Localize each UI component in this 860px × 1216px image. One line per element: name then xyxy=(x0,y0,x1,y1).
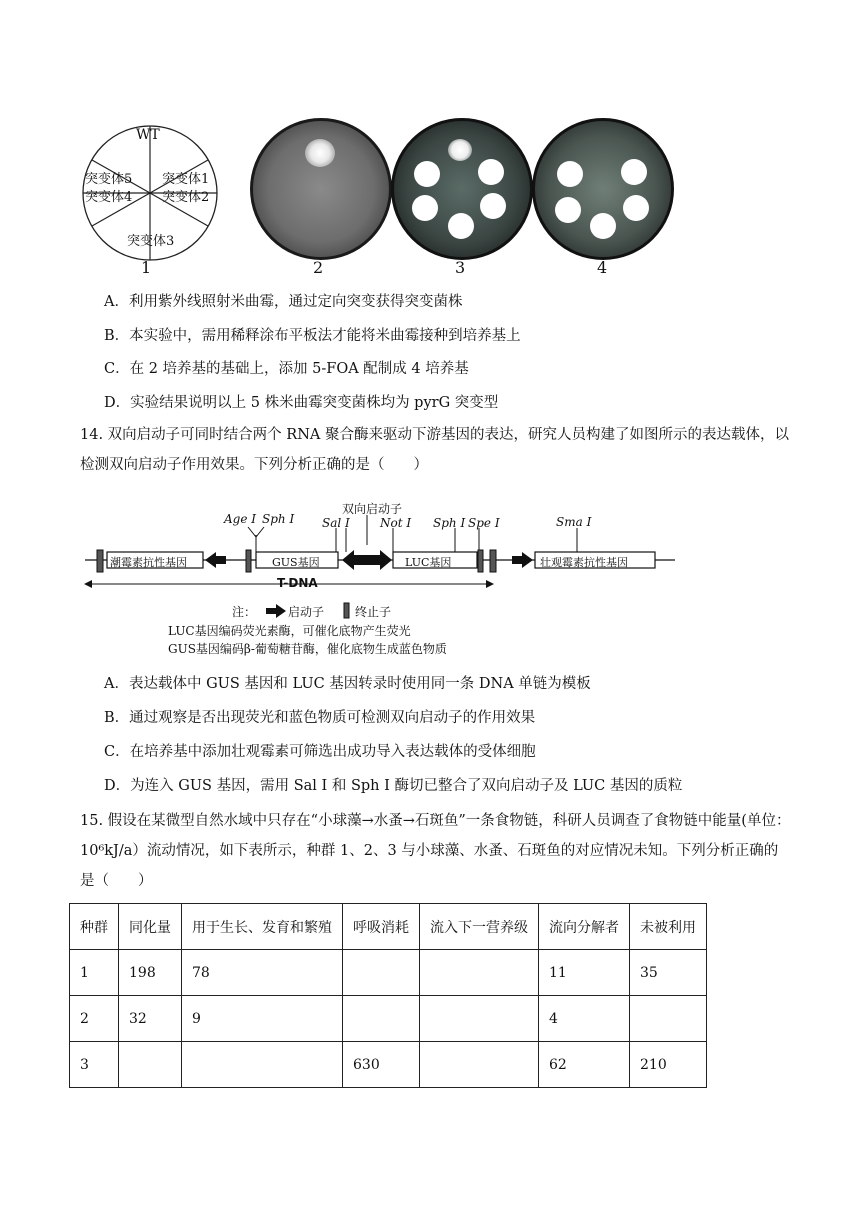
legend-note-prefix: 注： xyxy=(232,605,257,619)
colony xyxy=(414,161,440,187)
figure-label-1: 1 xyxy=(141,258,152,277)
figure-label-3: 3 xyxy=(455,258,466,277)
q13-option-b: B．本实验中，需用稀释涂布平板法才能将米曲霉接种到培养基上 xyxy=(104,328,521,344)
figure-label-4: 4 xyxy=(597,258,608,277)
terminator-icon xyxy=(343,602,351,620)
colony xyxy=(448,139,472,161)
gene-luc: LUC基因 xyxy=(405,556,452,569)
q13-option-a: A．利用紫外线照射米曲霉，通过定向突变获得突变菌株 xyxy=(104,294,463,310)
table-row xyxy=(70,950,707,996)
table-cell: 11 xyxy=(539,950,630,996)
colony xyxy=(623,195,649,221)
site-age: Age Ⅰ xyxy=(224,512,257,526)
colony xyxy=(621,159,647,185)
gene-spectinomycin: 壮观霉素抗性基因 xyxy=(540,556,628,569)
table-cell: 4 xyxy=(539,996,630,1042)
colony xyxy=(555,197,581,223)
sector-wt: WT xyxy=(136,127,160,143)
table-cell: 198 xyxy=(119,950,182,996)
q14-option-b: B．通过观察是否出现荧光和蓝色物质可检测双向启动子的作用效果 xyxy=(104,710,536,726)
table-cell xyxy=(420,1042,539,1088)
colony xyxy=(478,159,504,185)
bidirectional-promoter-label: 双向启动子 xyxy=(342,502,403,516)
figure-label-2: 2 xyxy=(313,258,324,277)
table-cell: 35 xyxy=(630,950,707,996)
table-cell: 9 xyxy=(182,996,343,1042)
gene-hygromycin: 潮霉素抗性基因 xyxy=(110,556,187,569)
table-cell: 78 xyxy=(182,950,343,996)
table-row xyxy=(70,996,707,1042)
site-sal: Sal Ⅰ xyxy=(322,516,350,530)
table-header-cell: 同化量 xyxy=(119,904,182,950)
site-sma: Sma Ⅰ xyxy=(556,515,592,529)
q14-stem: 14. 双向启动子可同时结合两个 RNA 聚合酶来驱动下游基因的表达，研究人员构建了如图所示的表达载体，以检测双向启动子作用效果。下列分析正确的是（ ） xyxy=(80,427,789,473)
q14-option-d: D．为连入 GUS 基因，需用 Sal I 和 Sph I 酶切已整合了双向启动子及 LUC 基因的质粒 xyxy=(104,778,683,794)
table-cell xyxy=(119,1042,182,1088)
tdna-label: T-DNA xyxy=(277,576,318,590)
table-header-cell: 呼吸消耗 xyxy=(343,904,420,950)
culture-plate-4 xyxy=(532,118,674,260)
table-cell: 32 xyxy=(119,996,182,1042)
table-cell: 3 xyxy=(70,1042,119,1088)
table-header-cell: 流入下一营养级 xyxy=(420,904,539,950)
q15-stem: 15. 假设在某微型自然水域中只存在“小球藻→水蚤→石斑鱼”一条食物链，科研人员调查了食物链中能量(单位：10⁶kJ/a）流动情况，如下表所示，种群 1、2、3 与小球藻、水蚤、石斑鱼的对应情况未知。下列分析正确的是（ ） xyxy=(80,813,791,889)
table-row xyxy=(70,1042,707,1088)
table-header-row xyxy=(70,904,707,950)
energy-flow-table xyxy=(69,903,707,1088)
table-header-cell: 种群 xyxy=(70,904,119,950)
table-cell xyxy=(343,996,420,1042)
table-cell xyxy=(182,1042,343,1088)
legend-promoter: 启动子 xyxy=(288,605,325,619)
table-cell: 630 xyxy=(343,1042,420,1088)
table-cell xyxy=(630,996,707,1042)
gene-gus: GUS基因 xyxy=(272,556,320,569)
table-cell: 62 xyxy=(539,1042,630,1088)
colony xyxy=(480,193,506,219)
q13-option-d: D．实验结果说明以上 5 株米曲霉突变菌株均为 pyrG 突变型 xyxy=(104,395,499,411)
colony xyxy=(557,161,583,187)
legend-terminator: 终止子 xyxy=(355,605,392,619)
culture-plate-2 xyxy=(250,118,392,260)
sector-mutant-5: 突变体5 xyxy=(85,172,133,187)
table-cell: 2 xyxy=(70,996,119,1042)
legend-note-gus: GUS基因编码β-葡萄糖苷酶，催化底物生成蓝色物质 xyxy=(168,642,447,656)
table-header-cell: 未被利用 xyxy=(630,904,707,950)
q13-option-c: C．在 2 培养基的基础上，添加 5-FOA 配制成 4 培养基 xyxy=(104,361,469,377)
q14-option-c: C．在培养基中添加壮观霉素可筛选出成功导入表达载体的受体细胞 xyxy=(104,744,536,760)
promoter-arrow-icon xyxy=(264,603,288,619)
site-spe: Spe Ⅰ xyxy=(468,516,500,530)
site-sph-1: Sph Ⅰ xyxy=(262,512,295,526)
culture-plate-3 xyxy=(391,118,533,260)
sector-mutant-2: 突变体2 xyxy=(162,190,210,205)
table-cell xyxy=(343,950,420,996)
table-header-cell: 流向分解者 xyxy=(539,904,630,950)
sector-mutant-4: 突变体4 xyxy=(85,190,133,205)
sector-mutant-3: 突变体3 xyxy=(127,234,175,249)
table-cell: 1 xyxy=(70,950,119,996)
site-not: Not Ⅰ xyxy=(380,516,412,530)
sector-mutant-1: 突变体1 xyxy=(162,172,210,187)
site-sph-2: Sph Ⅰ xyxy=(433,516,466,530)
wt-colony xyxy=(305,139,335,167)
table-header-cell: 用于生长、发育和繁殖 xyxy=(182,904,343,950)
legend-note-luc: LUC基因编码荧光素酶，可催化底物产生荧光 xyxy=(168,624,411,638)
table-cell xyxy=(420,996,539,1042)
q14-option-a: A．表达载体中 GUS 基因和 LUC 基因转录时使用同一条 DNA 单链为模板 xyxy=(104,676,591,692)
colony xyxy=(590,213,616,239)
colony xyxy=(412,195,438,221)
colony xyxy=(448,213,474,239)
table-cell: 210 xyxy=(630,1042,707,1088)
table-cell xyxy=(420,950,539,996)
